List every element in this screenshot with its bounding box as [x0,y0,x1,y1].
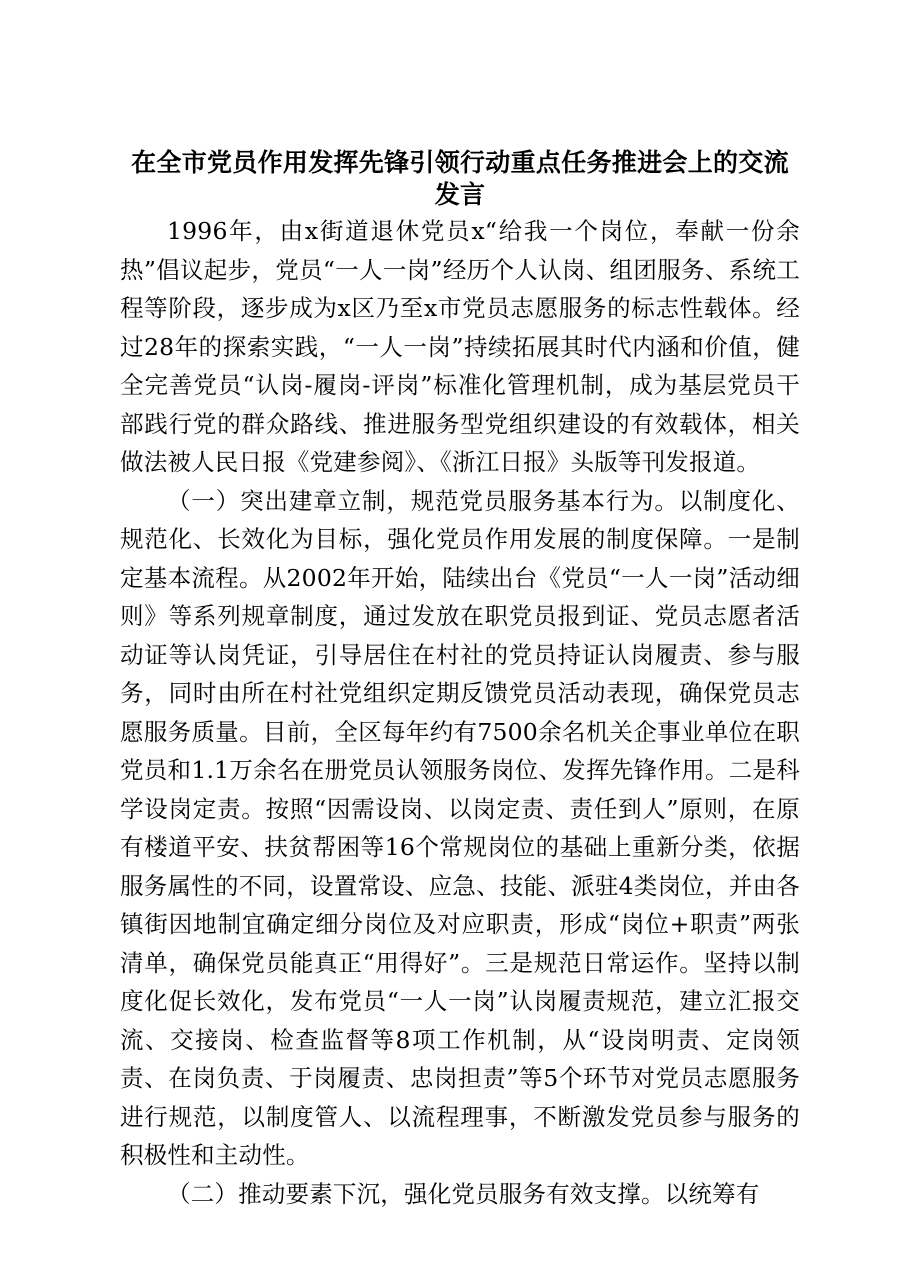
document-body [120,212,800,1213]
paragraph-intro: 1996年，由x街道退休党员x“给我一个岗位，奉献一份余热”倡议起步，党员“一人一岗”经历个人认岗、组团服务、系统工程等阶段，逐步成为x区乃至x市党员志愿服务的标志性载体。经过28年的探索实践，“一人一岗”持续拓展其时代内涵和价值，健全完善党员“认岗-履岗-评岗”标准化管理机制，成为基层党员干部践行党的群众路线、推进服务型党组织建设的有效载体，相关做法被人民日报《党建参阅》、《浙江日报》头版等刊发报道。 [120,217,800,476]
document-title: 在全市党员作用发挥先锋引领行动重点任务推进会上的交流发言 [131,148,789,209]
paragraph-section-2: （二）推动要素下沉，强化党员服务有效支撑。以统筹有 [167,1179,760,1208]
paragraph-section-1: （一）突出建章立制，规范党员服务基本行为。以制度化、规范化、长效化为目标，强化党员作用发展的制度保障。一是制定基本流程。从2002年开始，陆续出台《党员“一人一岗”活动细则》等系列规章制度，通过发放在职党员报到证、党员志愿者活动证等认岗凭证，引导居住在村社的党员持证认岗履责、参与服务，同时由所在村社党组织定期反馈党员活动表现，确保党员志愿服务质量。目前，全区每年约有7500余名机关企事业单位在职党员和1.1万余名在册党员认领服务岗位、发挥先锋作用。二是科学设岗定责。按照“因需设岗、以岗定责、责任到人”原则，在原有楼道平安、扶贫帮困等16个常规岗位的基础上重新分类，依据服务属性的不同，设置常设、应急、技能、派驻4类岗位，并由各镇街因地制宜确定细分岗位及对应职责，形成“岗位+职责”两张清单，确保党员能真正“用得好”。三是规范日常运作。坚持以制度化促长效化，发布党员“一人一岗”认岗履责规范，建立汇报交流、交接岗、检查监督等8项工作机制，从“设岗明责、定岗领责、在岗负责、于岗履责、忠岗担责”等5个环节对党员志愿服务进行规范，以制度管人、以流程理事，不断激发党员参与服务的积极性和主动性。 [120,486,800,1169]
